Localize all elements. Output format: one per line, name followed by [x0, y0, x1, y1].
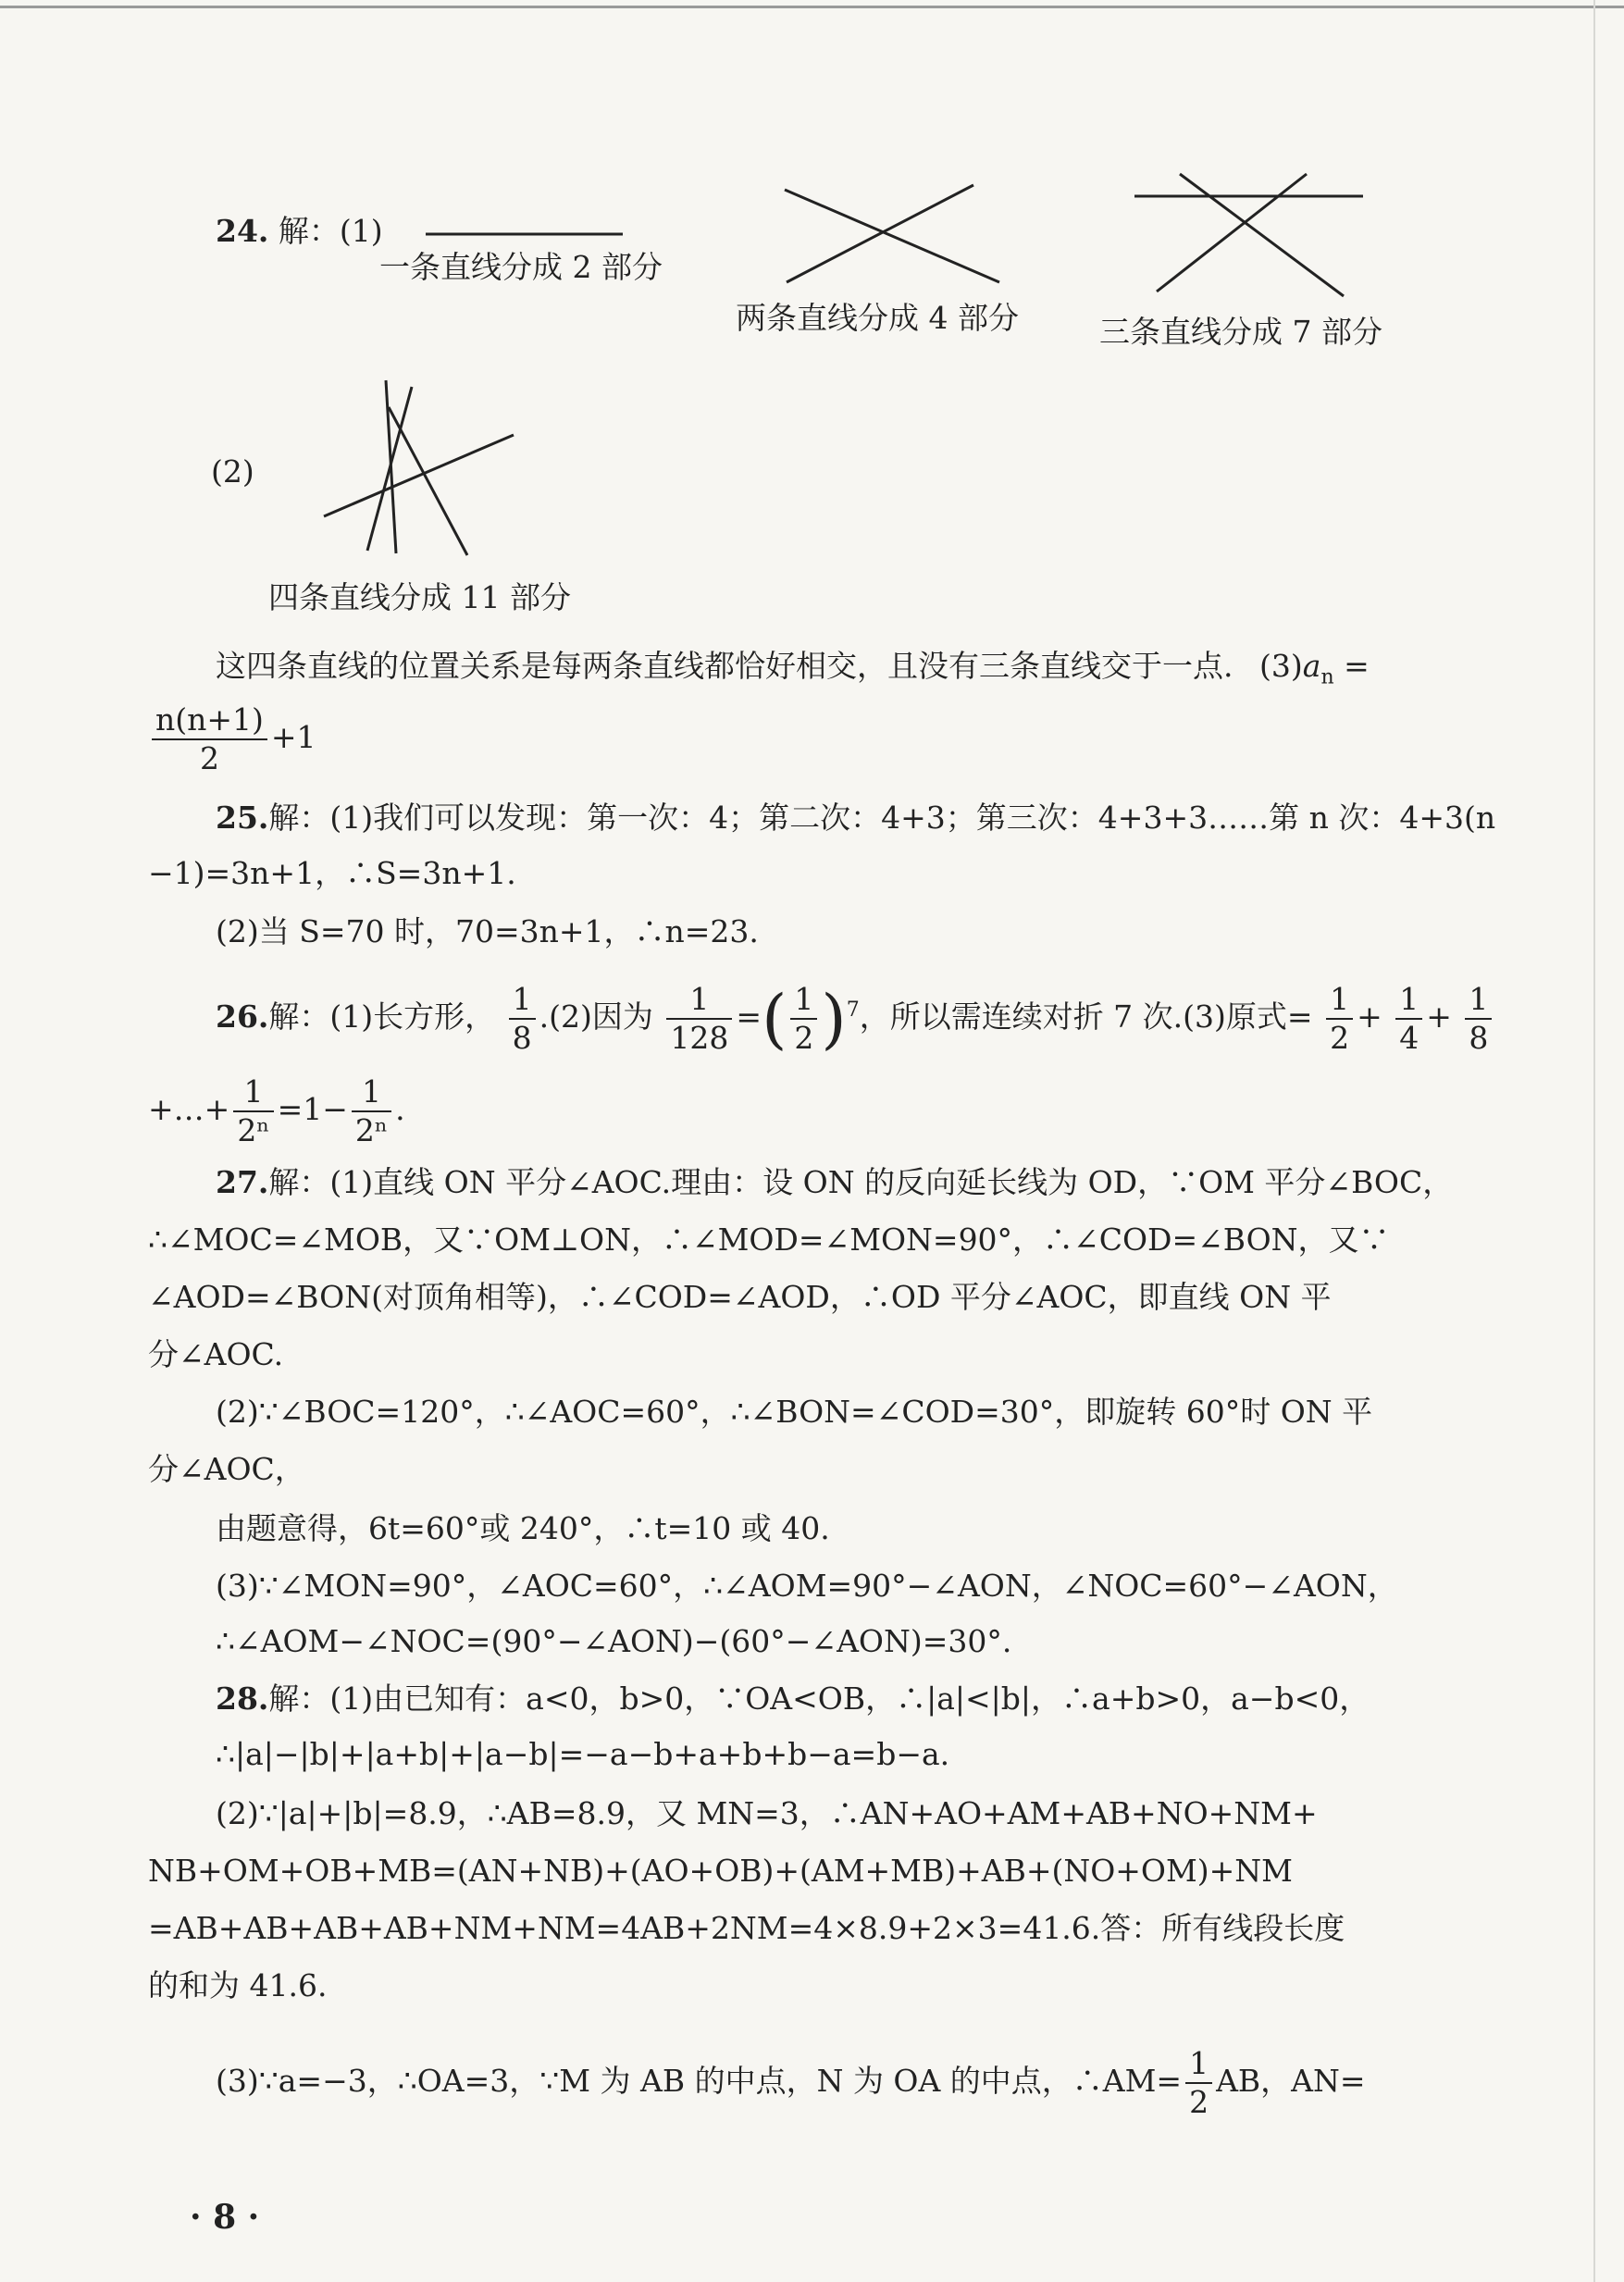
q26-l2-start: +…+	[148, 1091, 230, 1127]
q25-line2: −1)=3n+1，∴S=3n+1.	[148, 855, 516, 891]
q27-line8: (3)∵∠MON=90°，∠AOC=60°，∴∠AOM=90°−∠AON，∠NOC=60°−∠AON，	[216, 1568, 1398, 1604]
q27-line9: ∴∠AOM−∠NOC=(90°−∠AON)−(60°−∠AON)=30°.	[216, 1623, 1012, 1659]
q24-frac-num: n(n+1)	[152, 701, 267, 740]
q26-sum2	[1395, 981, 1422, 1057]
figure3-line-b	[1180, 174, 1344, 296]
q26-sum1-den: 2	[1330, 1020, 1350, 1056]
q26-sum5	[352, 1073, 391, 1149]
q26-l2-mid: =1−	[277, 1091, 348, 1127]
q26-l2-end: .	[395, 1091, 405, 1127]
q27-line4: 分∠AOC.	[148, 1336, 284, 1372]
q26-text3: ，所以需连续对折 7 次.(3)原式=	[859, 998, 1313, 1035]
q26-text2: .(2)因为	[539, 998, 653, 1035]
caption-three-lines: 三条直线分成 7 部分	[1099, 314, 1382, 350]
q26-exponent: 7	[846, 998, 860, 1022]
q24-fraction	[152, 701, 267, 777]
q27-line1	[216, 1162, 1453, 1203]
q26-frac2	[666, 981, 732, 1057]
q28-text1: 解：(1)由已知有：a<0，b>0，∵OA<OB，∴|a|<|b|，∴a+b>0，a−b<0，	[268, 1680, 1370, 1717]
q24-plus1: +1	[270, 719, 316, 755]
q24-frac-den: 2	[199, 740, 219, 776]
q27-line7: 由题意得，6t=60°或 240°，∴t=10 或 40.	[216, 1510, 830, 1546]
q28-frac-num: 1	[1185, 2045, 1212, 2084]
q26-eq: =	[736, 998, 762, 1035]
q26-sum2-den: 4	[1399, 1020, 1419, 1056]
q26-sum4	[233, 1073, 273, 1149]
q26-sum5-num: 1	[352, 1073, 391, 1112]
q24-part3-label: (3)	[1259, 648, 1303, 684]
q26-sum1-num: 1	[1326, 981, 1353, 1020]
q28-line3: (2)∵|a|+|b|=8.9，∴AB=8.9，又 MN=3，∴AN+AO+AM+AB+NO+NM+	[216, 1795, 1318, 1831]
figure2-line-b	[787, 185, 973, 282]
q28-line2: ∴|a|−|b|+|a+b|+|a−b|=−a−b+a+b+b−a=b−a.	[216, 1736, 950, 1772]
q26-text1: 解：(1)长方形，	[268, 998, 496, 1035]
q26-plus1: +	[1357, 998, 1382, 1035]
q26-plus2: +	[1426, 998, 1452, 1035]
caption-four-lines: 四条直线分成 11 部分	[268, 579, 571, 615]
q26-sum4-den: 2ⁿ	[237, 1112, 270, 1148]
q28-frac-den: 2	[1189, 2084, 1209, 2120]
q28-number: 28.	[216, 1680, 269, 1717]
q27-line5: (2)∵∠BOC=120°，∴∠AOC=60°，∴∠BON=∠COD=30°，即旋转 60°时 ON 平	[216, 1394, 1373, 1430]
q25-line3: (2)当 S=70 时，70=3n+1，∴n=23.	[216, 913, 759, 949]
figure2-line-a	[785, 190, 999, 282]
q26-frac3-num: 1	[790, 981, 817, 1020]
q26-sum1	[1326, 981, 1353, 1057]
q28-frac	[1185, 2045, 1212, 2121]
q27-line6: 分∠AOC，	[148, 1451, 305, 1487]
q26-sum3-den: 8	[1469, 1020, 1489, 1056]
q26-sum3-num: 1	[1465, 981, 1492, 1020]
q26-frac1-num: 1	[509, 981, 536, 1020]
q26-frac3	[790, 981, 817, 1057]
q26-frac2-den: 128	[670, 1020, 729, 1056]
q25-number: 25.	[216, 800, 269, 836]
q26-frac2-num: 1	[666, 981, 732, 1020]
q26-paren-close: )	[821, 981, 847, 1057]
q25-text1: 解：(1)我们可以发现：第一次：4；第二次：4+3；第三次：4+3+3……第 n 次：4+3(n	[268, 800, 1496, 836]
q24-number: 24.	[216, 213, 269, 249]
q26-sum4-num: 1	[233, 1073, 273, 1112]
q25-line1	[216, 798, 1495, 838]
q26-line1	[216, 981, 1495, 1057]
q26-frac1	[509, 981, 536, 1057]
q24-relation-line	[216, 646, 1370, 699]
figure4-line-d	[324, 435, 514, 516]
q24-formula	[148, 701, 316, 777]
q24-lead-text: 解：(1)	[278, 213, 383, 249]
q24-part2-label: (2)	[211, 453, 254, 490]
caption-two-lines: 两条直线分成 4 部分	[736, 300, 1019, 336]
q24-an-eq: =	[1333, 648, 1370, 684]
q27-number: 27.	[216, 1164, 269, 1200]
q28-line5: =AB+AB+AB+AB+NM+NM=4AB+2NM=4×8.9+2×3=41.6.答：所有线段长度	[148, 1910, 1345, 1946]
q28-text7b: AB，AN=	[1216, 2063, 1366, 2099]
q26-sum3	[1465, 981, 1492, 1057]
q24-an-sub: n	[1320, 665, 1334, 689]
q24-relation: 这四条直线的位置关系是每两条直线都恰好相交，且没有三条直线交于一点.	[216, 648, 1233, 684]
q28-line1	[216, 1679, 1370, 1719]
q28-line7	[216, 2045, 1366, 2121]
q26-frac3-den: 2	[794, 1020, 814, 1056]
q26-frac1-den: 8	[512, 1020, 532, 1056]
q26-number: 26.	[216, 998, 269, 1035]
q28-line4: NB+OM+OB+MB=(AN+NB)+(AO+OB)+(AM+MB)+AB+(NO+OM)+NM	[148, 1853, 1293, 1889]
q26-paren-open: (	[762, 981, 787, 1057]
figure3-line-c	[1157, 174, 1307, 291]
caption-one-line: 一条直线分成 2 部分	[379, 249, 663, 285]
q26-sum2-num: 1	[1395, 981, 1422, 1020]
q28-line6: 的和为 41.6.	[148, 1967, 328, 2003]
q27-line3: ∠AOD=∠BON(对顶角相等)，∴∠COD=∠AOD，∴OD 平分∠AOC，即直线 ON 平	[148, 1279, 1332, 1315]
q24-an: a	[1302, 648, 1321, 684]
q26-sum5-den: 2ⁿ	[354, 1112, 389, 1148]
q27-text1: 解：(1)直线 ON 平分∠AOC.理由：设 ON 的反向延长线为 OD，∵OM 平分∠BOC，	[268, 1164, 1454, 1200]
q27-line2: ∴∠MOC=∠MOB，又∵OM⊥ON，∴∠MOD=∠MON=90°，∴∠COD=∠BON，又∵	[148, 1222, 1390, 1258]
q28-text7a: (3)∵a=−3，∴OA=3，∵M 为 AB 的中点，N 为 OA 的中点，∴AM=	[216, 2063, 1183, 2099]
q26-line2	[148, 1073, 405, 1149]
page-number: · 8 ·	[190, 2198, 260, 2237]
